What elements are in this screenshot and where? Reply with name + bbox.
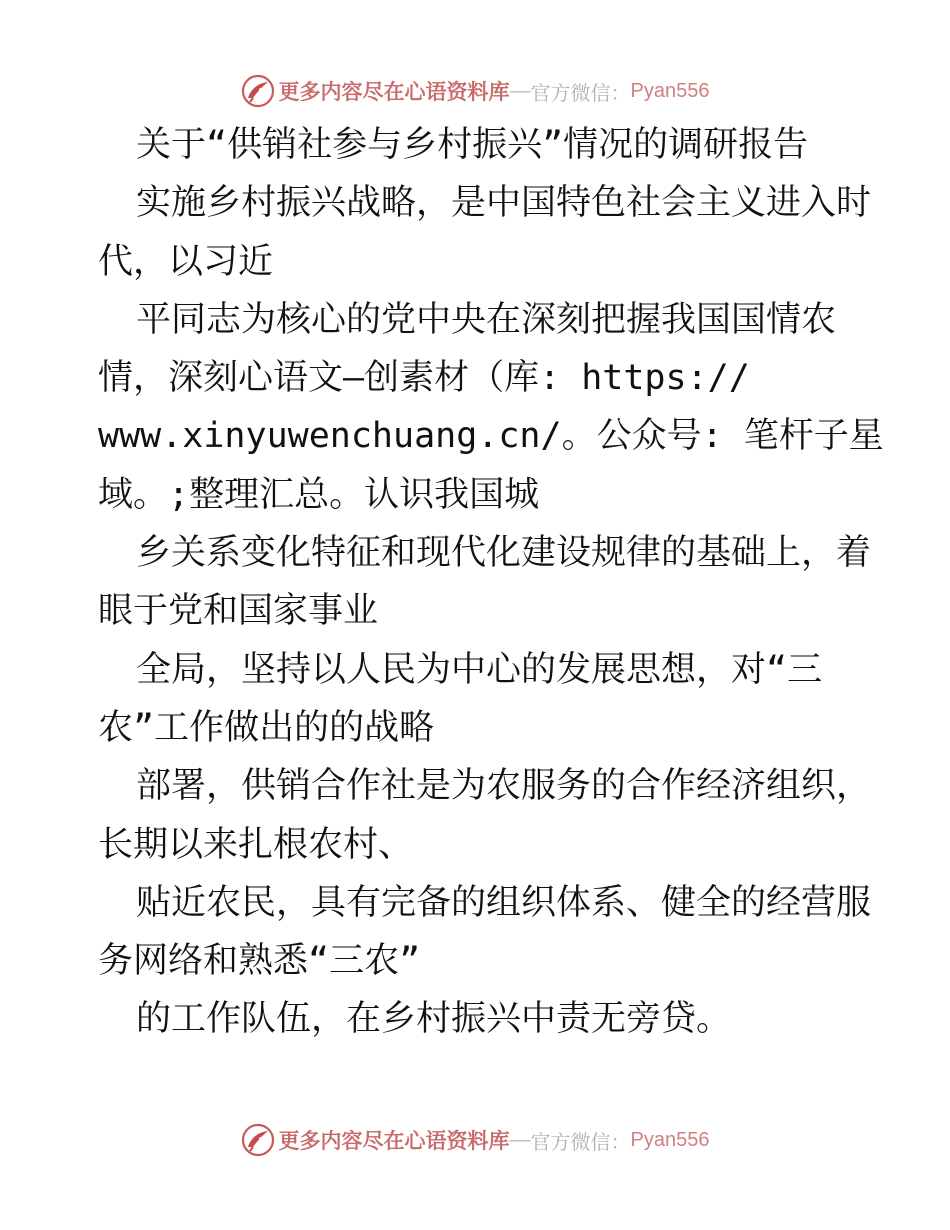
footer-banner — [0, 1120, 950, 1160]
header-banner — [0, 71, 950, 111]
paragraph-line: 乡关系变化特征和现代化建设规律的基础上，着 — [136, 533, 872, 574]
paragraph-line: 实施乡村振兴战略，是中国特色社会主义进入时 — [136, 183, 872, 224]
red-pen-logo-icon — [241, 1123, 275, 1157]
paragraph-line: 农”工作做出的的战略 — [98, 707, 435, 748]
banner-separator: — — [509, 79, 531, 102]
paragraph-line: 情，深刻心语文—创素材（库: https:// — [98, 358, 750, 399]
paragraph-line: 部署，供销合作社是为农服务的合作经济组织， — [136, 766, 872, 807]
paragraph-line: 平同志为核心的党中央在深刻把握我国国情农 — [136, 299, 837, 340]
banner-contact-label: 官方微信： — [530, 1129, 631, 1154]
paragraph-line: 代，以习近 — [98, 241, 274, 282]
document-body — [98, 116, 884, 1049]
paragraph-line: 贴近农民，具有完备的组织体系、健全的经营服 — [136, 882, 872, 923]
red-pen-logo-icon — [241, 74, 275, 108]
paragraph-line: 务网络和熟悉“三农” — [98, 941, 421, 982]
paragraph-line: 的工作队伍，在乡村振兴中责无旁贷。 — [136, 999, 732, 1040]
banner-title: 更多内容尽在心语资料库 — [278, 1128, 510, 1153]
document-title: 关于“供销社参与乡村振兴”情况的调研报告 — [136, 125, 809, 165]
banner-contact-id: Pyan556 — [630, 1128, 710, 1151]
banner-contact-id: Pyan556 — [630, 79, 710, 102]
paragraph-line: 域。;整理汇总。认识我国城 — [98, 474, 540, 515]
paragraph-line: www.xinyuwenchuang.cn/。公众号: 笔杆子星 — [98, 416, 884, 457]
banner-title: 更多内容尽在心语资料库 — [278, 79, 510, 104]
banner-separator: — — [509, 1128, 531, 1151]
paragraph-line: 长期以来扎根农村、 — [98, 824, 414, 865]
banner-contact-label: 官方微信： — [530, 80, 631, 105]
paragraph-line: 眼于党和国家事业 — [98, 591, 379, 632]
paragraph-line: 全局，坚持以人民为中心的发展思想，对“三 — [136, 649, 823, 690]
